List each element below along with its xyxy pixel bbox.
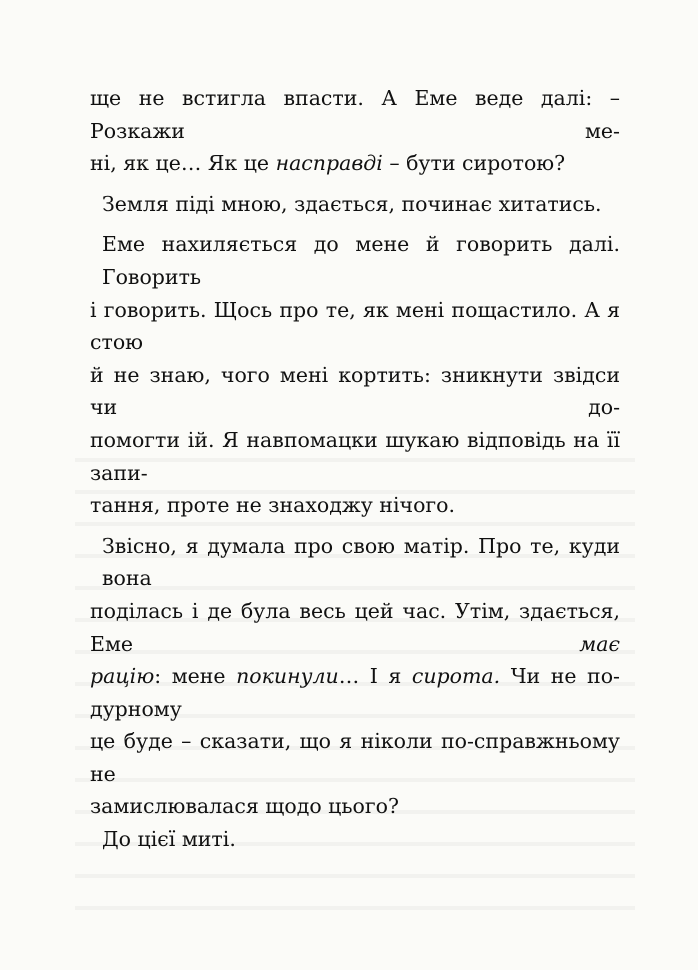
- text-line: помогти ій. Я навпомацки шукаю відповідь на її запи-: [90, 427, 620, 485]
- text-line: Еме нахиляється до мене й говорить далі. Говорить: [102, 232, 620, 289]
- text-line: рацію: мене покинули… І я сирота. Чи не по-дурному: [90, 664, 620, 721]
- italic-word: рацію: [90, 664, 155, 689]
- text-line: поділась і де була весь цей час. Утім, здається, Еме має: [90, 598, 620, 656]
- text-line: це буде – сказати, що я ніколи по-справжньому не: [90, 729, 620, 786]
- italic-word: насправді: [275, 151, 383, 176]
- text-line: і говорить. Щось про те, як мені пощастило. А я стою: [90, 297, 620, 355]
- text-segment: – бути сиротою?: [382, 151, 566, 176]
- italic-word: сирота.: [411, 664, 501, 689]
- text-line: замислювалася щодо цього?: [90, 794, 399, 819]
- text-line: ще не встигла впасти. А Еме веде далі: – Розкажи ме-: [90, 86, 620, 143]
- text-line: й не знаю, чого мені кортить: зникнути звідси чи до-: [90, 362, 620, 420]
- body-text: [90, 82, 620, 856]
- text-line: Земля піді мною, здається, починає хитатись.: [102, 191, 602, 216]
- text-line: До цієї миті.: [102, 827, 236, 852]
- text-line: тання, проте не знаходжу нічого.: [90, 493, 456, 518]
- italic-word: має: [579, 631, 620, 656]
- text-line: Звісно, я думала про свою матір. Про те, куди вона: [102, 533, 620, 591]
- text-line: [90, 147, 620, 180]
- italic-word: покинули: [236, 664, 339, 689]
- text-segment: ні, як це… Як це: [90, 151, 276, 176]
